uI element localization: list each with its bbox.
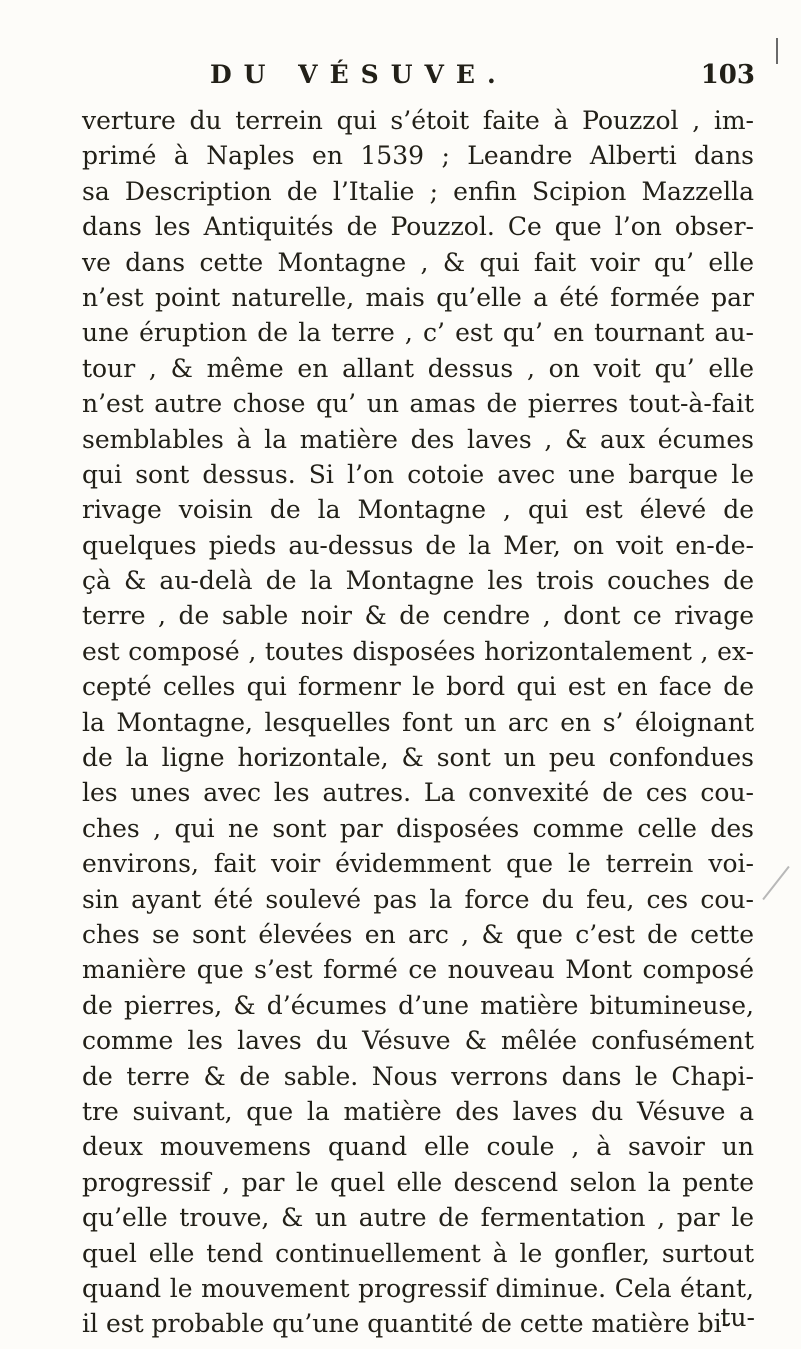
margin-mark bbox=[776, 38, 778, 64]
text-line: de la ligne horizontale, & sont un peu confondues bbox=[82, 743, 754, 773]
text-line: semblables à la matière des laves , & aux écumes bbox=[82, 424, 754, 454]
text-line: environs, fait voir évidemment que le terrein voi- bbox=[82, 849, 754, 879]
text-line: rivage voisin de la Montagne , qui est élevé de bbox=[82, 495, 754, 525]
text-line: sa Description de l’Italie ; enfin Scipion Mazzella bbox=[82, 176, 754, 206]
text-line: sin ayant été soulevé pas la force du feu, ces cou- bbox=[82, 884, 754, 914]
text-line: ches , qui ne sont par disposées comme celle des bbox=[82, 813, 754, 843]
text-line: tour , & même en allant dessus , on voit qu’ elle bbox=[82, 353, 754, 383]
text-line: comme les laves du Vésuve & mêlée confusément bbox=[82, 1026, 754, 1056]
text-line: ve dans cette Montagne , & qui fait voir qu’ elle bbox=[82, 247, 754, 277]
text-line: çà & au-delà de la Montagne les trois couches de bbox=[82, 566, 754, 596]
page-number: 103 bbox=[700, 60, 755, 90]
text-line: deux mouvemens quand elle coule , à savoir un bbox=[82, 1132, 754, 1162]
text-line: primé à Naples en 1539 ; Leandre Alberti dans bbox=[82, 141, 754, 171]
text-line: la Montagne, lesquelles font un arc en s’ éloignant bbox=[82, 707, 754, 737]
text-line: cepté celles qui formenr le bord qui est en face de bbox=[82, 672, 754, 702]
text-line: les unes avec les autres. La convexité de ces cou- bbox=[82, 778, 754, 808]
text-line: qu’elle trouve, & un autre de fermentation , par le bbox=[82, 1203, 754, 1233]
text-line: une éruption de la terre , c’ est qu’ en tournant au- bbox=[82, 318, 754, 348]
text-line: quel elle tend continuellement à le gonfler, surtout bbox=[82, 1238, 754, 1268]
text-line: progressif , par le quel elle descend selon la pente bbox=[82, 1167, 754, 1197]
text-line: de terre & de sable. Nous verrons dans le Chapi- bbox=[82, 1061, 754, 1091]
text-line: n’est point naturelle, mais qu’elle a été formée par bbox=[82, 282, 754, 312]
running-title: DU VÉSUVE. bbox=[210, 60, 508, 89]
text-line: quelques pieds au-dessus de la Mer, on voit en-de- bbox=[82, 530, 754, 560]
text-line: ches se sont élevées en arc , & que c’est de cette bbox=[82, 919, 754, 949]
page-header bbox=[210, 58, 755, 102]
text-line: quand le mouvement progressif diminue. Cela étant, bbox=[82, 1273, 754, 1303]
body-text bbox=[82, 103, 754, 1342]
margin-stray-mark bbox=[762, 866, 789, 900]
catchword: tu- bbox=[720, 1303, 755, 1332]
text-line: de pierres, & d’écumes d’une matière bitumineuse, bbox=[82, 990, 754, 1020]
text-line: n’est autre chose qu’ un amas de pierres tout-à-fait bbox=[82, 389, 754, 419]
text-line: manière que s’est formé ce nouveau Mont composé bbox=[82, 955, 754, 985]
text-line: tre suivant, que la matière des laves du Vésuve a bbox=[82, 1096, 754, 1126]
text-line: dans les Antiquités de Pouzzol. Ce que l’on obser- bbox=[82, 212, 754, 242]
text-line: il est probable qu’une quantité de cette matière bi- bbox=[82, 1309, 731, 1339]
text-line: verture du terrein qui s’étoit faite à Pouzzol , im- bbox=[82, 106, 754, 135]
text-line: est composé , toutes disposées horizontalement , ex- bbox=[82, 636, 754, 666]
text-line: terre , de sable noir & de cendre , dont ce rivage bbox=[82, 601, 754, 631]
text-line: qui sont dessus. Si l’on cotoie avec une barque le bbox=[82, 459, 754, 489]
